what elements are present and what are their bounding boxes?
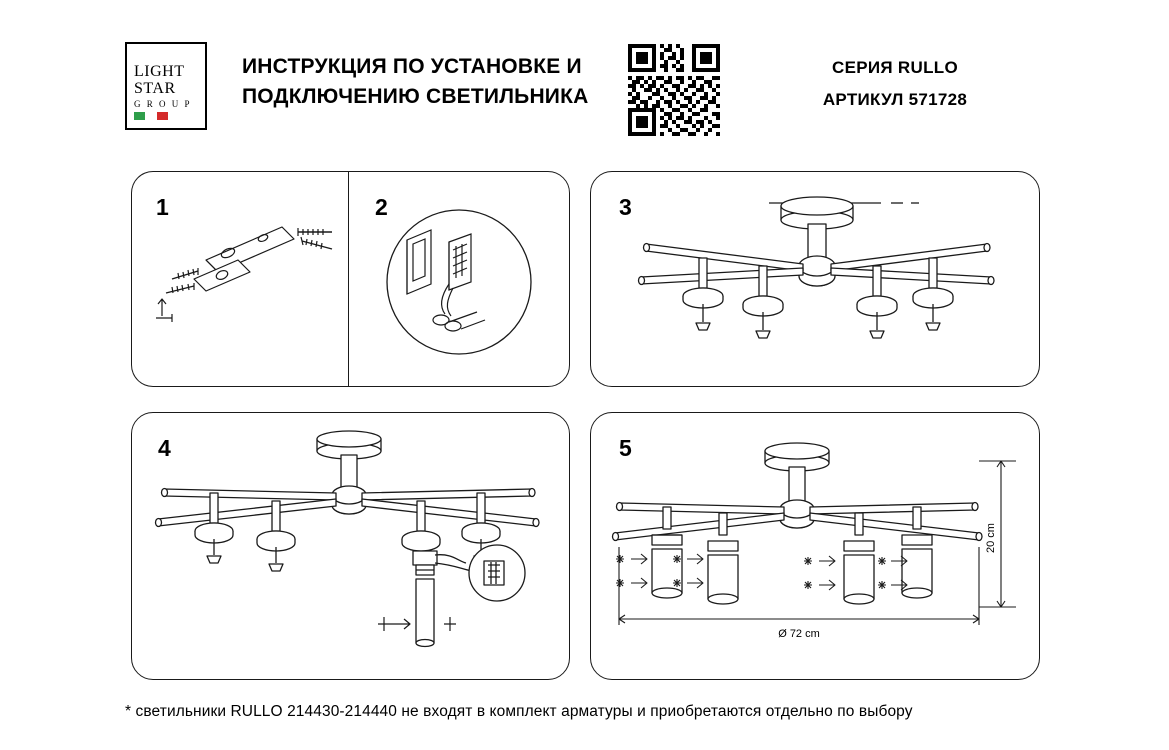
step-number-4: 4 xyxy=(158,435,171,461)
series-info xyxy=(745,58,1045,110)
italian-flag-icon xyxy=(134,112,168,120)
page-title xyxy=(242,52,622,112)
step-number-3: 3 xyxy=(619,194,632,220)
logo-group-text: G R O U P xyxy=(134,99,192,109)
step-number-5: 5 xyxy=(619,435,632,461)
step-panel-4 xyxy=(131,412,570,680)
step-number-2: 2 xyxy=(375,194,388,220)
diameter-dimension-label: Ø 72 cm xyxy=(778,628,820,640)
series-label: СЕРИЯ RULLO xyxy=(832,58,958,77)
brand-logo xyxy=(125,42,207,130)
step-panel-2 xyxy=(348,171,570,387)
step-4-illustration xyxy=(132,413,571,681)
step-panel-5 xyxy=(590,412,1040,680)
logo-line-1: LIGHT xyxy=(134,63,185,80)
title-line-2: ПОДКЛЮЧЕНИЮ СВЕТИЛЬНИКА xyxy=(242,85,589,108)
step-5-illustration xyxy=(591,413,1041,681)
step-3-illustration xyxy=(591,172,1041,388)
step-number-1: 1 xyxy=(156,194,169,220)
footnote-text: * светильники RULLO 214430-214440 не входят в комплект арматуры и приобретаются отдельно по выбору xyxy=(125,703,913,720)
step-panel-3 xyxy=(590,171,1040,387)
qr-code-icon xyxy=(628,44,720,136)
title-line-1: ИНСТРУКЦИЯ ПО УСТАНОВКЕ И xyxy=(242,55,582,78)
logo-line-2: STAR xyxy=(134,80,176,97)
step-panel-1 xyxy=(131,171,349,387)
panel-divider xyxy=(348,171,349,387)
header xyxy=(125,38,1045,134)
article-label: АРТИКУЛ 571728 xyxy=(822,90,968,109)
height-dimension-label: 20 cm xyxy=(985,523,997,553)
